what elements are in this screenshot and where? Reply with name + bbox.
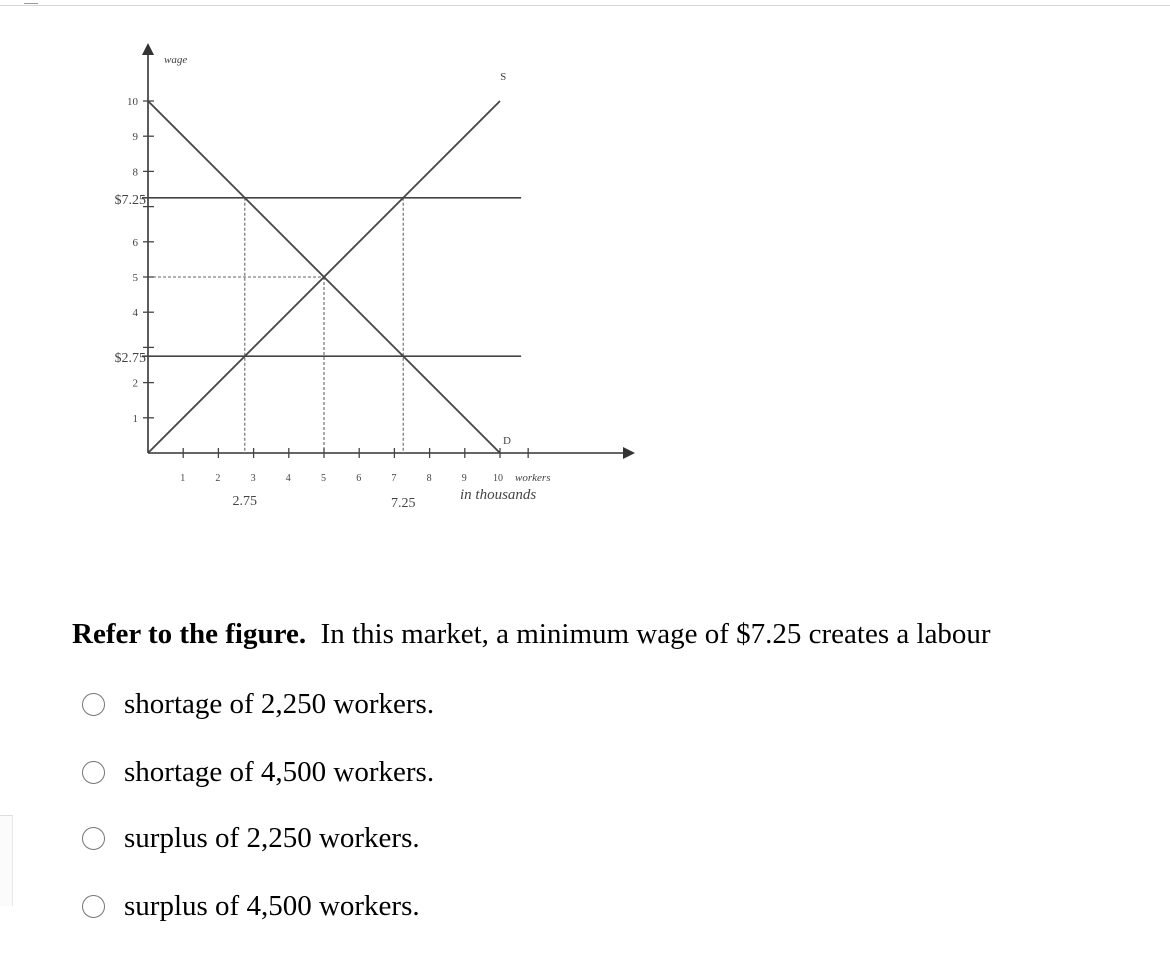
x-tick-label: 5 (321, 473, 326, 484)
y-tick-label: 5 (132, 272, 138, 284)
x-tick-label: 2 (215, 473, 221, 484)
x-tick-label: 3 (250, 473, 256, 484)
y-tick-label: 9 (132, 131, 138, 144)
option-label: shortage of 2,250 workers. (124, 688, 435, 720)
y-tick-label: 8 (132, 166, 138, 179)
axes (142, 43, 635, 459)
labels (115, 54, 551, 511)
x-label-7-25: 7.25 (390, 496, 416, 511)
x-axis-unit: in thousands (460, 487, 537, 503)
option-label: surplus of 2,250 workers. (124, 822, 420, 854)
corner-mark (24, 0, 38, 4)
x-tick-label: 6 (356, 473, 362, 484)
supply-label: S (500, 71, 507, 83)
y-tick-label: 10 (127, 96, 138, 108)
y-label-2-75: $2.75 (114, 351, 146, 367)
y-axis-title: wage (164, 54, 188, 66)
question-text (72, 618, 991, 651)
x-label-2-75: 2.75 (232, 494, 258, 509)
radio-button[interactable] (82, 761, 105, 784)
x-tick-label: 7 (391, 473, 397, 484)
x-tick-label: 1 (180, 473, 186, 484)
radio-button[interactable] (82, 693, 105, 716)
top-divider (0, 5, 1170, 6)
option-2[interactable] (82, 752, 434, 792)
y-tick-label: 6 (132, 236, 138, 249)
y-tick-label: 4 (132, 307, 138, 320)
option-3[interactable] (82, 818, 420, 858)
x-axis-title: workers (515, 472, 551, 484)
y-axis-arrow (142, 43, 154, 55)
labour-market-figure (60, 35, 660, 525)
y-label-7-25: $7.25 (114, 192, 146, 208)
option-4[interactable] (82, 886, 420, 926)
option-1[interactable] (82, 684, 434, 724)
demand-label: D (503, 435, 511, 447)
radio-button[interactable] (82, 895, 105, 918)
y-tick-label: 1 (132, 412, 138, 425)
radio-button[interactable] (82, 827, 105, 850)
question-body: In this market, a minimum wage of $7.25 creates a labour (320, 618, 991, 650)
y-tick-label: 2 (132, 377, 138, 390)
option-label: surplus of 4,500 workers. (124, 890, 420, 922)
x-tick-label: 9 (461, 473, 467, 484)
x-axis-arrow (623, 447, 635, 459)
side-frame (0, 815, 13, 906)
x-tick-label: 10 (493, 473, 503, 484)
x-tick-label: 8 (426, 473, 432, 484)
x-tick-label: 4 (285, 473, 291, 484)
option-label: shortage of 4,500 workers. (124, 756, 435, 788)
question-lead: Refer to the figure. (72, 618, 307, 650)
